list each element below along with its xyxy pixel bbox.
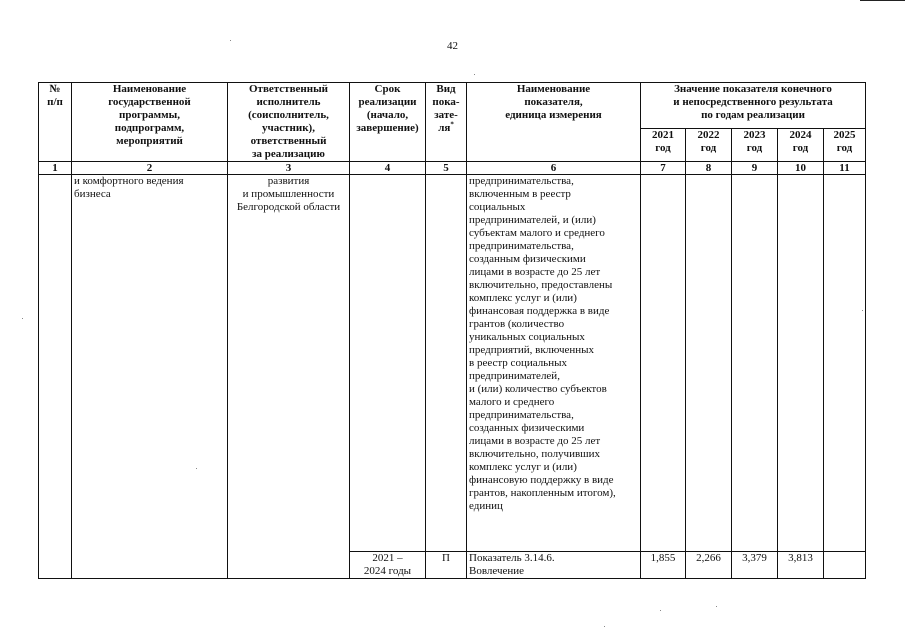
cell-value-2023: 3,379 [732,552,778,579]
cell-value-2025 [824,175,866,552]
scan-speck [196,468,197,469]
top-edge-line [860,0,905,2]
header-year-2024: 2024 год [778,129,824,162]
header-indicator-type [426,83,467,162]
cell-indicator-description: предпринимательства, включенным в реестр социальных предпринимателей, и (или) субъектам малого и среднего предпринимательства, созданным физическими лицами в возрасте до 25 лет включительно, предоставлены комплекс услуг и (или) финансовая поддержка в виде грантов (количество уникальных социальных предприятий, включенных в реестр социальных предпринимателей, и (или) количество субъектов малого и среднего предпринимательства, созданных физическими лицами в возрасте до 25 лет включительно, получивших комплекс услуг и (или) финансовую поддержку в виде грантов, накопленным итогом), единиц [467,175,641,552]
cell-indicator-description: Показатель 3.14.6. Вовлечение [467,552,641,579]
cell-type: П [426,552,467,579]
column-number: 9 [732,162,778,175]
scan-speck [716,606,717,607]
header-executor: Ответственный исполнитель (соисполнитель, участник), ответственный за реализацию [228,83,350,162]
scan-speck [230,40,231,41]
scan-speck [660,610,661,611]
cell-value-2023 [732,175,778,552]
scan-speck [604,626,605,627]
cell-executor: развития и промышленности Белгородской области [228,175,350,579]
column-number: 1 [39,162,72,175]
column-number: 8 [686,162,732,175]
column-number: 11 [824,162,866,175]
table-row [39,175,866,552]
cell-value-2024: 3,813 [778,552,824,579]
header-program: Наименование государственной программы, подпрограмм, мероприятий [72,83,228,162]
header-period: Срок реализации (начало, завершение) [350,83,426,162]
header-year-2022: 2022 год [686,129,732,162]
header-year-2021: 2021 год [641,129,686,162]
column-number: 6 [467,162,641,175]
cell-period: 2021 – 2024 годы [350,552,426,579]
column-number-row [39,162,866,175]
cell-type [426,175,467,552]
footnote-mark: * [450,120,454,129]
scan-speck [862,310,863,311]
column-number: 10 [778,162,824,175]
header-year-2023: 2023 год [732,129,778,162]
cell-value-2022 [686,175,732,552]
cell-value-2021: 1,855 [641,552,686,579]
header-indicator-name: Наименование показателя, единица измерения [467,83,641,162]
cell-value-2022: 2,266 [686,552,732,579]
cell-value-2021 [641,175,686,552]
column-number: 2 [72,162,228,175]
cell-number [39,175,72,579]
cell-program: и комфортного ведения бизнеса [72,175,228,579]
cell-period [350,175,426,552]
column-number: 4 [350,162,426,175]
column-number: 3 [228,162,350,175]
column-number: 5 [426,162,467,175]
scan-speck [22,318,23,319]
cell-value-2024 [778,175,824,552]
header-indicator-type-text: Вид пока- зате- ля [432,83,460,134]
indicator-table [38,82,866,579]
scan-speck [474,74,475,75]
header-year-2025: 2025 год [824,129,866,162]
column-number: 7 [641,162,686,175]
header-values-group: Значение показателя конечного и непосредственного результата по годам реализации [641,83,866,129]
cell-value-2025 [824,552,866,579]
page-number: 42 [447,40,458,52]
header-number: № п/п [39,83,72,162]
